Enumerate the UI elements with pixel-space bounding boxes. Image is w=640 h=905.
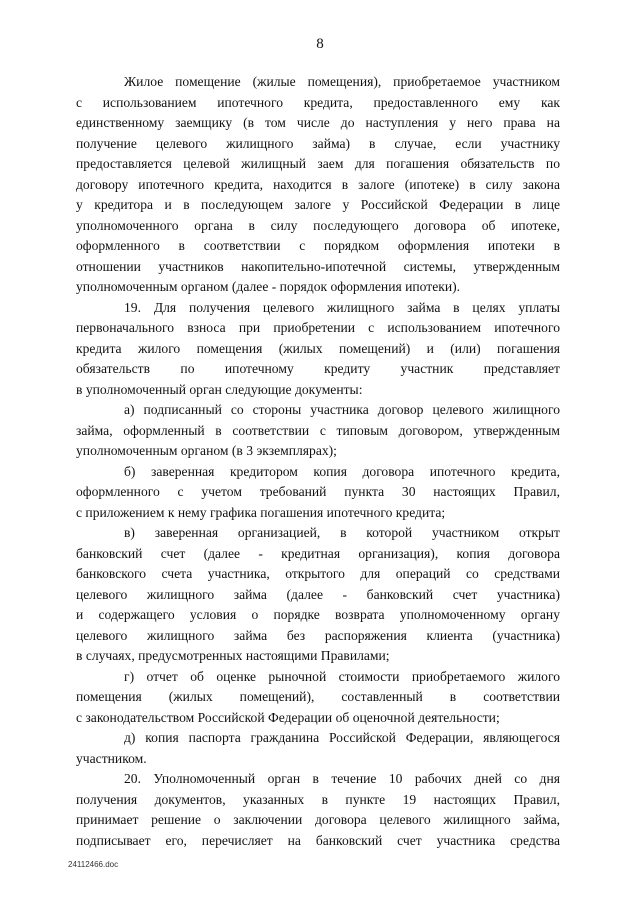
text-line: с приложением к нему графика погашения ипотечного кредита;: [76, 504, 446, 520]
text-line: уполномоченным органом (далее - порядок оформления ипотеки).: [76, 279, 461, 294]
text-line: принимает решение о заключении договора целевого жилищного займа,: [76, 812, 560, 827]
text-line: г) отчет об оценке рыночной стоимости приобретаемого жилого: [124, 668, 560, 684]
text-line: в) заверенная организацией, в которой участником открыт: [124, 525, 560, 540]
text-line: кредита жилого помещения (жилых помещений) и (или) погашения: [76, 340, 560, 356]
text-line: получение целевого жилищного займа) в случае, если участнику: [76, 135, 560, 151]
text-line: обязательств по ипотечному кредиту участник представляет: [76, 361, 560, 376]
text-line: с законодательством Российской Федерации об оценочной деятельности;: [76, 709, 500, 725]
page-number: 8: [316, 36, 324, 52]
text-line: 20. Уполномоченный орган в течение 10 рабочих дней со дня: [124, 771, 560, 786]
text-line: уполномоченным органом (в 3 экземплярах);: [76, 443, 337, 458]
text-line: оформленного в соответствии с порядком оформления ипотеки в: [76, 238, 560, 253]
document-body: [76, 72, 560, 851]
text-line: участником.: [76, 750, 147, 766]
text-line: целевого жилищного займа без распоряжения клиента (участника): [76, 627, 560, 643]
text-line: предоставляется целевой жилищный заем для погашения обязательств по: [76, 156, 560, 171]
text-line: с использованием ипотечного кредита, предоставленного ему как: [76, 94, 560, 110]
text-line: у кредитора и в последующем залоге у Российской Федерации в лице: [76, 197, 560, 212]
text-line: единственному заемщику (в том числе до наступления у него права на: [76, 115, 560, 130]
text-line: в случаях, предусмотренных настоящими Правилами;: [76, 648, 390, 663]
text-line: банковского счета участника, открытого для операций со средствами: [76, 566, 560, 581]
text-line: подписывает его, перечисляет на банковский счет участника средства: [76, 832, 560, 848]
text-line: договору ипотечного кредита, находится в залоге (ипотеке) в силу закона: [76, 176, 560, 192]
text-line: получения документов, указанных в пункте 19 настоящих Правил,: [76, 791, 560, 807]
text-line: первоначального взноса при приобретении с использованием ипотечного: [76, 320, 560, 335]
text-line: отношении участников накопительно-ипотечной системы, утвержденным: [76, 258, 560, 274]
text-line: и содержащего условия о порядке возврата уполномоченному органу: [76, 607, 560, 622]
text-line: в уполномоченный орган следующие документы:: [76, 381, 363, 397]
text-line: оформленного с учетом требований пункта 30 настоящих Правил,: [76, 484, 560, 499]
text-line: Жилое помещение (жилые помещения), приобретаемое участником: [124, 74, 560, 89]
text-line: банковский счет (далее - кредитная организация), копия договора: [76, 545, 560, 561]
text-line: 19. Для получения целевого жилищного займа в целях уплаты: [124, 299, 560, 315]
text-line: а) подписанный со стороны участника договор целевого жилищного: [124, 402, 560, 417]
text-line: помещения (жилых помещений), составленный в соответствии: [76, 689, 560, 704]
text-line: д) копия паспорта гражданина Российской Федерации, являющегося: [124, 730, 560, 745]
footer-filename: 24112466.doc: [68, 860, 119, 869]
text-line: уполномоченного органа в силу последующего договора об ипотеке,: [76, 217, 560, 233]
text-line: б) заверенная кредитором копия договора ипотечного кредита,: [124, 463, 560, 479]
text-line: займа, оформленный в соответствии с типовым договором, утвержденным: [76, 422, 560, 438]
text-line: целевого жилищного займа (далее - банковский счет участника): [76, 586, 560, 602]
